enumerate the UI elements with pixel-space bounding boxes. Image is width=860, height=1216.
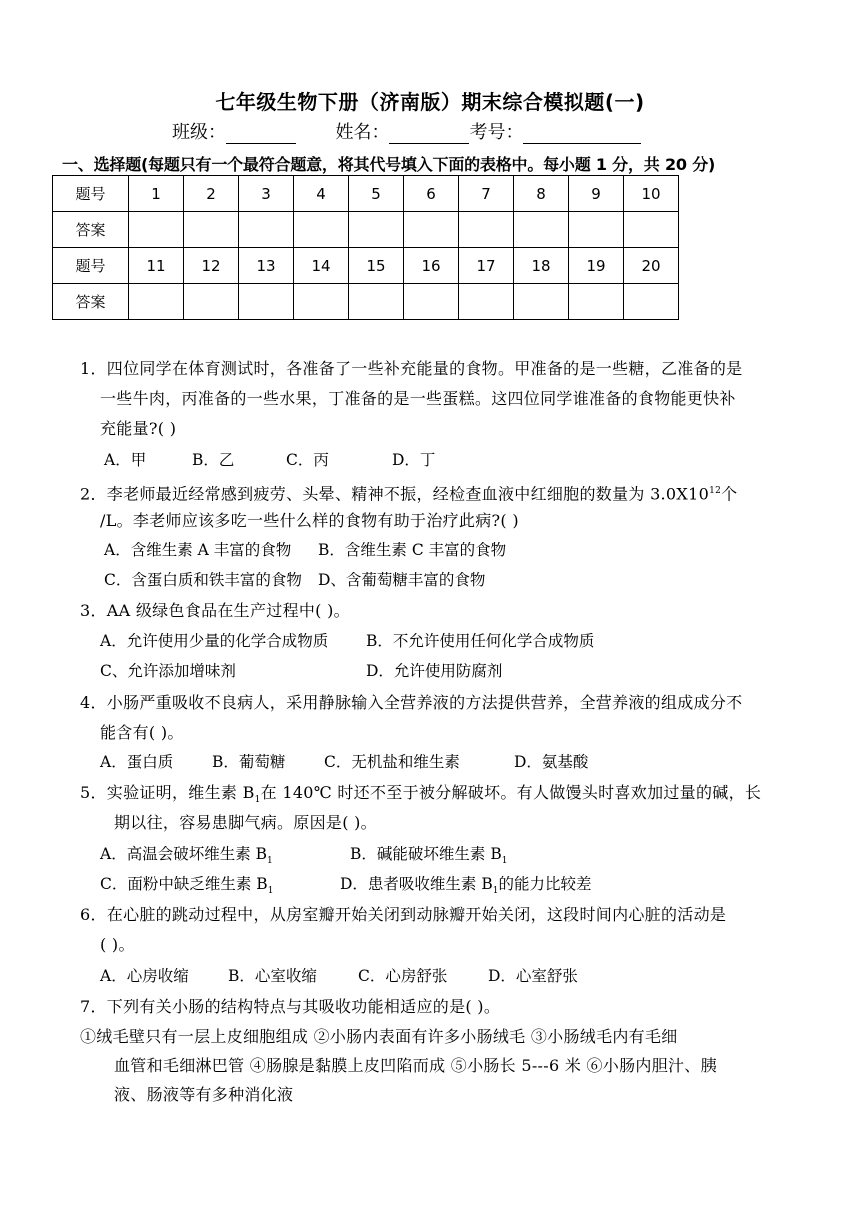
answer-cell[interactable] [404,212,459,248]
table-cell: 10 [624,176,679,212]
question-6-line-2: ( )。 [100,935,135,954]
question-5-option-b-subscript: 1 [501,856,508,867]
table-cell: 6 [404,176,459,212]
question-3-option-d[interactable]: D．允许使用防腐剂 [366,662,503,680]
question-3-option-b[interactable]: B．不允许使用任何化学合成物质 [366,632,595,650]
name-label: 姓名： [335,122,390,143]
question-6-option-d[interactable]: D．心室舒张 [488,967,578,985]
question-6-line-1: 6．在心脏的跳动过程中，从房室瓣开始关闭到动脉瓣开始关闭，这段时间内心脏的活动是 [80,905,727,924]
section-heading: 一、选择题(每题只有一个最符合题意，将其代号填入下面的表格中。每小题 1 分，共 20 分) [62,155,716,174]
question-5-text-b: 在 140℃ 时还不至于被分解破坏。有人做馒头时喜欢加过量的碱，长 [260,783,762,802]
question-4-option-a[interactable]: A．蛋白质 [100,753,174,771]
answer-cell[interactable] [349,212,404,248]
question-5-option-d-text-end: 的能力比较差 [498,875,592,893]
table-cell: 19 [569,248,624,284]
question-5-option-d-subscript: 1 [492,886,499,897]
question-2-line-1 [80,476,780,509]
question-6-option-a[interactable]: A．心房收缩 [100,967,189,985]
page-title: 七年级生物下册（济南版）期末综合模拟题(一) [215,90,645,114]
question-4-option-d[interactable]: D．氨基酸 [514,753,589,771]
table-cell: 9 [569,176,624,212]
question-4-line-2: 能含有( )。 [100,723,184,742]
table-row [53,212,679,248]
table-row [53,176,679,212]
answer-cell[interactable] [239,212,294,248]
question-5-subscript: 1 [254,795,261,806]
answer-cell[interactable] [459,212,514,248]
answer-cell[interactable] [129,212,184,248]
answer-cell[interactable] [404,284,459,320]
answer-cell[interactable] [624,284,679,320]
answer-cell[interactable] [569,212,624,248]
question-5-option-b-text: B．碱能破坏维生素 B [350,845,502,863]
question-7-line-2: ①绒毛壁只有一层上皮细胞组成 ②小肠内表面有许多小肠绒毛 ③小肠绒毛内有毛细 [80,1027,678,1046]
question-6-option-c[interactable]: C．心房舒张 [358,967,448,985]
question-4-option-b[interactable]: B．葡萄糖 [212,753,286,771]
student-info-line [172,118,641,144]
table-cell: 17 [459,248,514,284]
table-cell: 14 [294,248,349,284]
table-header-cell: 题号 [53,248,129,284]
question-7-line-4: 液、肠液等有多种消化液 [114,1085,294,1104]
question-5-option-c-subscript: 1 [267,886,274,897]
question-2-option-d[interactable]: D、含葡萄糖丰富的食物 [318,571,486,589]
class-label: 班级： [172,122,226,143]
question-1-option-d[interactable]: D．丁 [392,451,436,469]
table-header-cell: 答案 [53,212,129,248]
answer-cell[interactable] [459,284,514,320]
question-2-line-2: /L。李老师应该多吃一些什么样的食物有助于治疗此病?( ) [100,511,519,530]
exam-no-blank [523,123,641,144]
question-6-option-b[interactable]: B．心室收缩 [228,967,317,985]
table-cell: 18 [514,248,569,284]
table-cell: 11 [129,248,184,284]
answer-cell[interactable] [624,212,679,248]
exam-no-label: 考号： [469,122,524,143]
table-cell: 8 [514,176,569,212]
table-cell: 13 [239,248,294,284]
question-3-option-c[interactable]: C、允许添加增味剂 [100,662,236,680]
question-1-option-b[interactable]: B．乙 [192,451,235,469]
table-row [53,248,679,284]
question-5-text-a: 5．实验证明，维生素 B [80,783,255,802]
answer-cell[interactable] [294,284,349,320]
class-blank [226,123,296,144]
question-7-line-3: 血管和毛细淋巴管 ④肠腺是黏膜上皮凹陷而成 ⑤小肠长 5---6 米 ⑥小肠内胆汁、胰 [114,1056,717,1075]
question-1-option-a[interactable]: A．甲 [104,451,147,469]
table-cell: 5 [349,176,404,212]
answer-cell[interactable] [514,212,569,248]
question-5-line-2: 期以往，容易患脚气病。原因是( )。 [114,813,377,832]
answer-cell[interactable] [239,284,294,320]
answer-cell[interactable] [184,284,239,320]
table-cell: 1 [129,176,184,212]
question-3-option-a[interactable]: A．允许使用少量的化学合成物质 [100,632,329,650]
table-header-cell: 答案 [53,284,129,320]
question-1-option-c[interactable]: C．丙 [286,451,329,469]
question-7-line-1: 7．下列有关小肠的结构特点与其吸收功能相适应的是( )。 [80,997,501,1016]
question-4-line-1: 4．小肠严重吸收不良病人，采用静脉输入全营养液的方法提供营养，全营养液的组成成分不 [80,693,743,712]
answer-cell[interactable] [514,284,569,320]
answer-cell[interactable] [349,284,404,320]
question-2-exponent: 12 [709,486,722,496]
table-header-cell: 题号 [53,176,129,212]
question-5-option-d-text: D．患者吸收维生素 B [340,875,493,893]
table-cell: 20 [624,248,679,284]
name-blank [389,123,469,144]
table-cell: 2 [184,176,239,212]
question-2-option-c[interactable]: C．含蛋白质和铁丰富的食物 [104,571,302,589]
question-1-line-3: 充能量?( ) [100,419,177,438]
question-2-option-b[interactable]: B．含维生素 C 丰富的食物 [318,541,507,559]
question-4-option-c[interactable]: C．无机盐和维生素 [324,753,460,771]
table-cell: 4 [294,176,349,212]
table-cell: 15 [349,248,404,284]
question-1-line-1: 1．四位同学在体育测试时，各准备了一些补充能量的食物。甲准备的是一些糖，乙准备的是 [80,359,743,378]
question-1-line-2: 一些牛肉，丙准备的一些水果，丁准备的是一些蛋糕。这四位同学谁准备的食物能更快补 [100,389,736,408]
answer-cell[interactable] [184,212,239,248]
answer-cell[interactable] [129,284,184,320]
question-2-option-a[interactable]: A．含维生素 A 丰富的食物 [104,541,292,559]
table-row [53,284,679,320]
table-cell: 7 [459,176,514,212]
table-cell: 3 [239,176,294,212]
question-2-unit: 个 [721,484,738,504]
answer-cell[interactable] [294,212,349,248]
table-cell: 16 [404,248,459,284]
question-2-text: 2．李老师最近经常感到疲劳、头晕、精神不振，经检查血液中红细胞的数量为 3.0X10 [80,484,710,504]
answer-cell[interactable] [569,284,624,320]
question-5-option-a-subscript: 1 [267,856,273,867]
question-5-option-c-text: C．面粉中缺乏维生素 B [100,875,268,893]
question-3-line-1: 3．AA 级绿色食品在生产过程中( )。 [80,601,350,620]
answer-table [52,175,679,320]
table-cell: 12 [184,248,239,284]
question-5-option-a-text: A．高温会破坏维生素 B [100,845,268,863]
